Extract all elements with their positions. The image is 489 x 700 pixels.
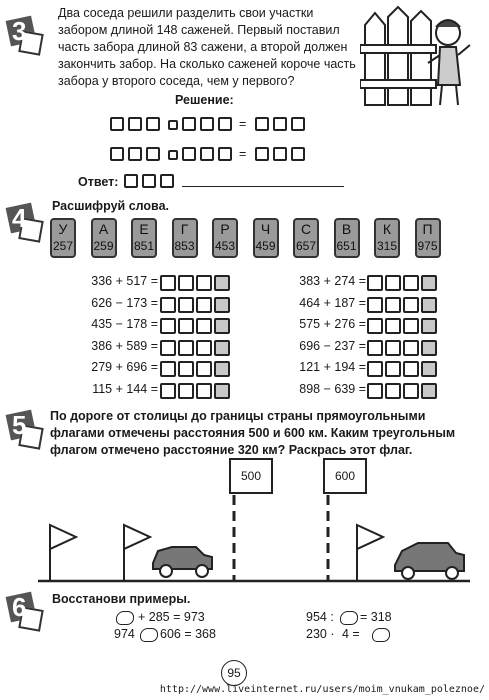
tile-letter: К <box>382 221 392 237</box>
page-number: 95 <box>221 660 247 686</box>
example-expression: 575 + 276 = <box>299 317 366 331</box>
letter-box[interactable] <box>214 383 230 399</box>
answer-digit-box[interactable] <box>403 297 419 313</box>
cipher-tile <box>131 218 157 258</box>
answer-digit-box[interactable] <box>178 297 194 313</box>
answer-digit-box[interactable] <box>367 340 383 356</box>
cipher-tile <box>374 218 400 258</box>
answer-digit-box[interactable] <box>196 340 212 356</box>
example-expression: 121 + 194 = <box>299 360 366 374</box>
blot-icon[interactable] <box>116 611 134 625</box>
cipher-tile <box>253 218 279 258</box>
tile-value: 853 <box>174 239 195 253</box>
task6-title: Восстанови примеры. <box>52 592 191 606</box>
tile-value: 651 <box>336 239 357 253</box>
answer-digit-box[interactable] <box>367 297 383 313</box>
blot-icon[interactable] <box>372 628 390 642</box>
answer-digit-box[interactable] <box>160 383 176 399</box>
example-expression: 696 − 237 = <box>299 338 366 353</box>
letter-box[interactable] <box>214 318 230 334</box>
example-expression: 383 + 274 = <box>299 274 366 288</box>
answer-digit-box[interactable] <box>178 318 194 334</box>
answer-box[interactable] <box>160 174 174 188</box>
answer-digit-box[interactable] <box>160 361 176 377</box>
answer-digit-box[interactable] <box>196 297 212 313</box>
answer-digit-box[interactable] <box>160 340 176 356</box>
task6-example-3-left: 954 : <box>306 610 334 624</box>
answer-digit-box[interactable] <box>196 383 212 399</box>
letter-box[interactable] <box>421 275 437 291</box>
cipher-tile <box>50 218 76 258</box>
triangle-flags <box>50 525 383 581</box>
answer-digit-box[interactable] <box>403 275 419 291</box>
answer-digit-box[interactable] <box>403 383 419 399</box>
cipher-tile <box>293 218 319 258</box>
answer-digit-box[interactable] <box>385 318 401 334</box>
task6-example-2-left: 974 <box>114 627 135 641</box>
answer-digit-box[interactable] <box>385 340 401 356</box>
answer-digit-box[interactable] <box>367 361 383 377</box>
letter-box[interactable] <box>421 361 437 377</box>
letter-box[interactable] <box>214 297 230 313</box>
answer-digit-box[interactable] <box>385 297 401 313</box>
answer-digit-box[interactable] <box>160 297 176 313</box>
tile-value: 459 <box>255 239 276 253</box>
cipher-tile <box>415 218 441 258</box>
task6-example-2-right: 606 = 368 <box>160 627 216 641</box>
tile-letter: Е <box>139 221 149 237</box>
distance-sign-600: 600 <box>323 458 367 494</box>
answer-digit-box[interactable] <box>403 340 419 356</box>
cipher-tile <box>172 218 198 258</box>
answer-label: Ответ: <box>78 175 119 189</box>
example-expression: 386 + 589 = <box>91 338 158 353</box>
task-number-icon-6: 6 <box>8 594 44 630</box>
example-expression: 336 + 517 = <box>91 274 158 288</box>
answer-digit-box[interactable] <box>403 361 419 377</box>
answer-line[interactable] <box>182 186 344 187</box>
example-expression: 626 − 173 = <box>91 295 158 310</box>
answer-digit-box[interactable] <box>178 361 194 377</box>
tile-letter: В <box>341 221 352 237</box>
footer-url[interactable]: http://www.liveinternet.ru/users/moim_vnukam_poleznoe/ <box>159 684 485 695</box>
tile-value: 257 <box>52 239 74 253</box>
example-expression: 279 + 696 = <box>91 360 158 374</box>
tile-value: 453 <box>214 239 236 253</box>
letter-box[interactable] <box>421 297 437 313</box>
task4-title: Расшифруй слова. <box>52 199 170 213</box>
tile-value: 975 <box>417 239 438 253</box>
example-expression: 435 − 178 = <box>91 317 158 331</box>
solution-label: Решение: <box>175 93 234 107</box>
task-number-icon-5: 5 <box>8 412 44 448</box>
example-expression: 898 − 639 = <box>299 381 366 396</box>
answer-digit-box[interactable] <box>367 318 383 334</box>
task6-example-4-left: 230 · <box>306 627 335 641</box>
task3-text: Два соседа решили разделить свои участки забором длиной 148 саженей. Первый поставил часть забора длиной 83 сажени, а второй должен закончить забор. На сколько саженей короче часть забора у второго соседа, чем у первого? <box>58 6 356 88</box>
letter-box[interactable] <box>214 340 230 356</box>
example-expression: 464 + 187 = <box>299 295 366 310</box>
letter-box[interactable] <box>214 361 230 377</box>
answer-digit-box[interactable] <box>178 275 194 291</box>
tile-value: 315 <box>376 239 398 253</box>
answer-digit-box[interactable] <box>367 275 383 291</box>
answer-digit-box[interactable] <box>178 340 194 356</box>
answer-digit-box[interactable] <box>196 275 212 291</box>
answer-digit-box[interactable] <box>367 383 383 399</box>
task5-text: По дороге от столицы до границы страны прямоугольными флагами отмечены расстояния 500 и 600 км. Каким треугольным флагом отмечено расстояние 320 км? Раскрась этот флаг. <box>50 409 456 457</box>
answer-digit-box[interactable] <box>196 318 212 334</box>
answer-digit-box[interactable] <box>196 361 212 377</box>
tile-letter: П <box>422 221 433 237</box>
tile-letter: Г <box>180 221 189 237</box>
answer-digit-box[interactable] <box>178 383 194 399</box>
example-expression: 115 + 144 = <box>92 381 158 396</box>
tile-value: 657 <box>295 239 317 253</box>
answer-digit-box[interactable] <box>160 275 176 291</box>
answer-box[interactable] <box>142 174 156 188</box>
task6-example-3-right: = 318 <box>360 610 392 624</box>
tile-letter: А <box>98 221 109 237</box>
answer-digit-box[interactable] <box>403 318 419 334</box>
cipher-tile <box>334 218 360 258</box>
tile-letter: Ч <box>260 221 271 237</box>
answer-digit-box[interactable] <box>385 361 401 377</box>
task-number-icon-3: 3 <box>8 18 44 54</box>
tile-value: 851 <box>133 239 155 253</box>
task6-example-1: + 285 = 973 <box>138 610 205 624</box>
tile-letter: С <box>300 221 312 237</box>
tile-letter: У <box>58 221 68 237</box>
answer-box[interactable] <box>124 174 138 188</box>
answer-digit-box[interactable] <box>385 383 401 399</box>
letter-box[interactable] <box>214 275 230 291</box>
answer-digit-box[interactable] <box>160 318 176 334</box>
answer-digit-box[interactable] <box>385 275 401 291</box>
cipher-tile <box>212 218 238 258</box>
cipher-tile <box>91 218 117 258</box>
letter-box[interactable] <box>421 383 437 399</box>
blot-icon[interactable] <box>140 628 158 642</box>
task6-example-4-right: 4 = <box>342 627 360 641</box>
blot-icon[interactable] <box>340 611 358 625</box>
tile-value: 259 <box>93 239 114 253</box>
fence-illustration <box>360 5 480 110</box>
task-number-icon-4: 4 <box>8 205 44 241</box>
distance-sign-500: 500 <box>229 458 273 494</box>
letter-box[interactable] <box>421 318 437 334</box>
tile-letter: Р <box>220 221 230 237</box>
letter-box[interactable] <box>421 340 437 356</box>
